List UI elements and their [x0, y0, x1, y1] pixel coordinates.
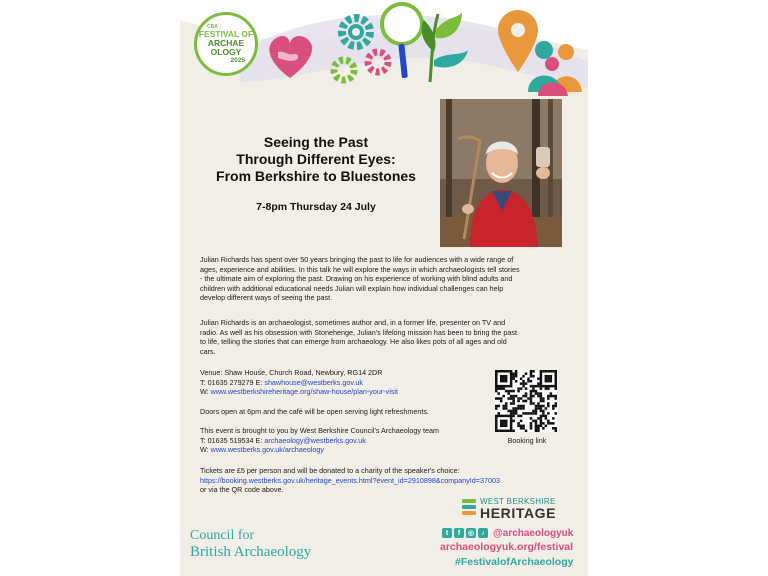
qr-note: or via the QR code above.	[200, 485, 284, 495]
west-berkshire-heritage-logo	[462, 496, 582, 522]
header-band	[180, 0, 588, 96]
organiser-text: This event is brought to you by West Berkshire Council's Archaeology team	[200, 426, 439, 435]
organiser-web-link[interactable]: www.westberks.gov.uk/archaeology	[210, 445, 324, 455]
text-line: - the ultimate aim of exploring the past. Drawing on his experience of working with blind adults and	[200, 274, 513, 284]
qr-code-graphic	[495, 370, 557, 432]
organiser-web-prefix: W:	[200, 445, 211, 455]
twitter-icon[interactable]: t	[442, 528, 452, 538]
venue-phone: T: 01635 279279 E:	[200, 377, 265, 387]
logo-line2: ARCHAE	[207, 37, 245, 48]
social-row	[442, 527, 573, 539]
logo-line1: FESTIVAL OF	[198, 28, 254, 39]
venue-address: Venue: Shaw House, Church Road, Newbury, RG14 2DR	[200, 368, 383, 377]
intro-paragraph	[200, 255, 575, 303]
text-line: radio. As well as his obsession with Stonehenge, Julian's lifelong mission has been to bring the past	[200, 327, 518, 337]
event-title	[188, 134, 444, 185]
logo-year: 2025	[230, 56, 245, 64]
text-line: develop different ways of seeing the past.	[200, 293, 333, 303]
text-line: ages, experience and abilities. In this talk he will explore the ways in which archaeologists tell stories	[200, 264, 520, 274]
title-line-3: From Berkshire to Bluestones	[216, 168, 416, 184]
social-handle[interactable]: @archaeologyuk	[493, 527, 574, 539]
organiser-email-link[interactable]: archaeology@westberks.gov.uk	[264, 435, 366, 445]
text-line: cars.	[200, 346, 216, 356]
heritage-logo-bottom: HERITAGE	[480, 505, 557, 521]
event-poster	[180, 0, 588, 576]
text-line: Julian Richards has spent over 50 years bringing the past to life for audiences with a wide range of	[200, 255, 514, 264]
festival-hashtag: #FestivalofArchaeology	[455, 556, 574, 568]
venue-email-link[interactable]: shawhouse@westberks.gov.uk	[264, 377, 363, 387]
cba-line-1: Council for	[190, 528, 255, 543]
tiktok-icon[interactable]: ♪	[478, 528, 488, 538]
cba-line-2: British Archaeology	[190, 544, 312, 560]
booking-url-link[interactable]: https://booking.westberks.gov.uk/heritage_events.html?event_id=2910898&companyId=37003	[200, 475, 500, 485]
cba-wordmark	[190, 528, 360, 561]
qr-caption: Booking link	[507, 436, 547, 445]
heritage-stripes-icon	[462, 499, 476, 519]
heritage-logo-top: WEST BERKSHIRE	[480, 497, 556, 506]
tickets-block	[200, 466, 575, 495]
title-line-1: Seeing the Past	[263, 134, 369, 150]
title-line-2: Through Different Eyes:	[236, 151, 396, 167]
text-line: to life, telling the stories that can emerge from archaeology. He also likes pots of all ages and old	[200, 337, 507, 347]
speaker-photo	[440, 99, 562, 247]
instagram-icon[interactable]: ◎	[467, 530, 475, 537]
text-line: Julian Richards is an archaeologist, sometimes author and, in a former life, presenter on TV and	[200, 318, 506, 327]
event-datetime: 7-8pm Thursday 24 July	[256, 201, 376, 213]
booking-qr-code[interactable]	[495, 370, 557, 432]
organiser-phone: T: 01635 519534 E:	[200, 435, 265, 445]
doors-text: Doors open at 6pm and the café will be open serving light refreshments.	[200, 407, 429, 416]
bio-paragraph	[200, 318, 575, 356]
festival-website-link[interactable]: archaeologyuk.org/festival	[440, 541, 574, 553]
organiser-web	[200, 445, 575, 455]
tickets-text: Tickets are £5 per person and will be donated to a charity of the speaker's choice:	[200, 466, 460, 475]
venue-web-prefix: W:	[200, 387, 211, 397]
venue-web-link[interactable]: www.westberkshireheritage.org/shaw-house/plan-your-visit	[210, 387, 399, 397]
logo-line3: OLOGY	[210, 46, 242, 57]
logo-cba: CBA	[207, 23, 218, 30]
festival-logo	[194, 12, 258, 76]
text-line: children with additional educational needs Julian will explain how individual challenges can help	[200, 283, 504, 293]
facebook-icon[interactable]: f	[454, 528, 464, 538]
